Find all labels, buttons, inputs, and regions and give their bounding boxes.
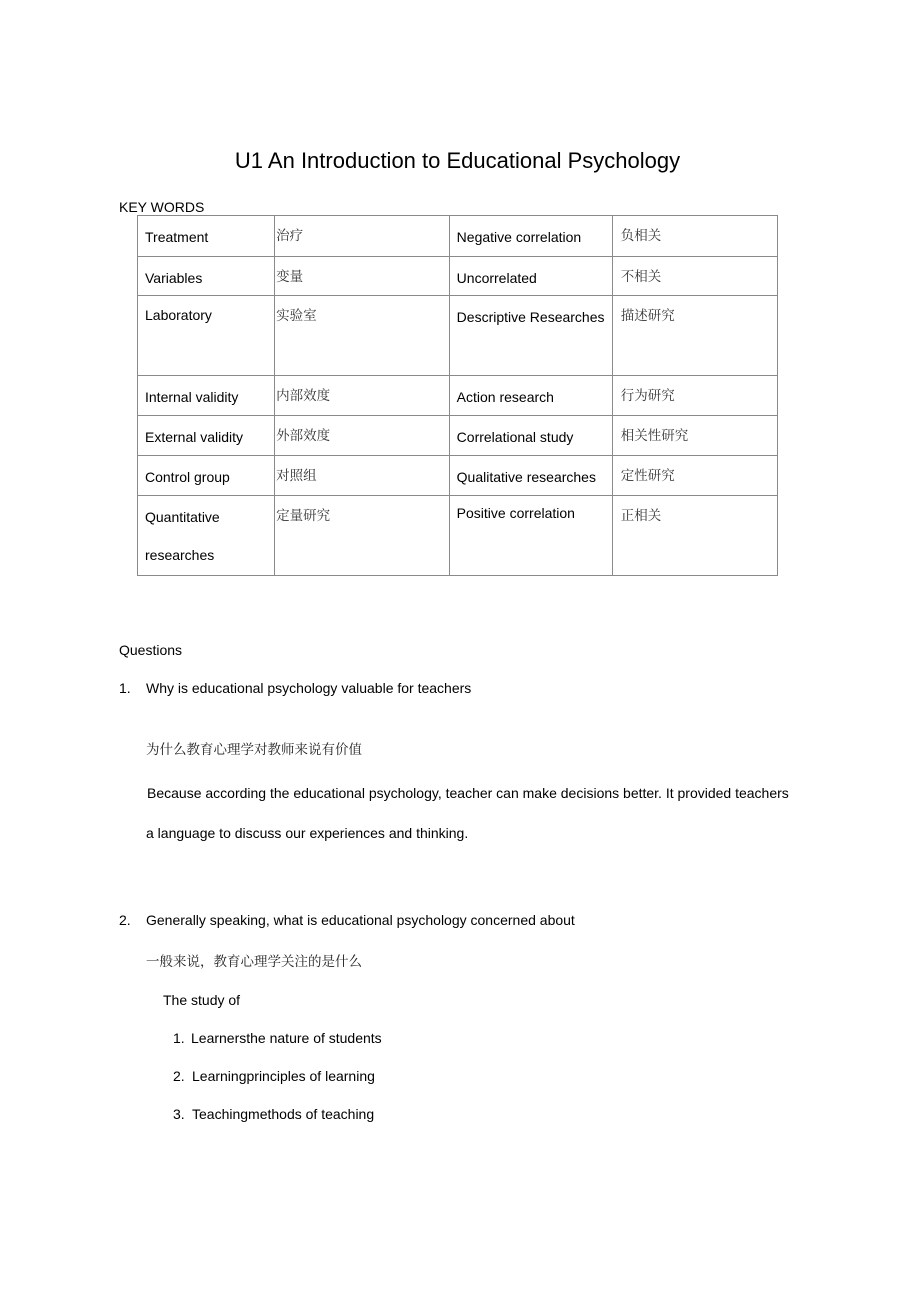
term-en: Variables (138, 257, 275, 296)
term-zh: 实验室 (275, 296, 450, 376)
table-row (138, 416, 778, 456)
answer-text: Because according the educational psychology, teacher can make decisions better. It provided teachers (147, 785, 789, 801)
term-en: External validity (138, 416, 275, 456)
keywords-table (137, 215, 778, 576)
term-en: Laboratory (138, 296, 275, 376)
list-item-number: 1. (173, 1030, 185, 1046)
term-en: Treatment (138, 216, 275, 257)
term-en: Descriptive Researches (449, 296, 612, 376)
term-en: Positive correlation (449, 496, 612, 576)
term-zh: 不相关 (612, 257, 777, 296)
term-zh: 行为研究 (612, 376, 777, 416)
question-number: 1. (119, 680, 131, 696)
list-item-number: 3. (173, 1106, 185, 1122)
document-title: U1 An Introduction to Educational Psychology (234, 148, 681, 173)
term-zh: 治疗 (275, 216, 450, 257)
list-item: Learnersthe nature of students (191, 1030, 382, 1046)
list-item-number: 2. (173, 1068, 185, 1084)
term-zh: 正相关 (612, 496, 777, 576)
table-row (138, 257, 778, 296)
table-row (138, 376, 778, 416)
term-zh: 变量 (275, 257, 450, 296)
keywords-heading: KEY WORDS (119, 199, 205, 215)
list-item: Teachingmethods of teaching (192, 1106, 375, 1122)
term-en: Control group (138, 456, 275, 496)
term-zh: 外部效度 (275, 416, 450, 456)
term-en: Internal validity (138, 376, 275, 416)
table-row (138, 496, 778, 576)
question-text: Generally speaking, what is educational psychology concerned about (146, 912, 575, 928)
term-en: Uncorrelated (449, 257, 612, 296)
term-en: Quantitative researches (138, 496, 275, 576)
term-en: Negative correlation (449, 216, 612, 257)
term-en: Correlational study (449, 416, 612, 456)
question-text-zh: 为什么教育心理学对教师来说有价值 (146, 742, 362, 758)
question-text-zh: 一般来说，教育心理学关注的是什么 (146, 954, 362, 970)
answer-intro: The study of (163, 992, 241, 1008)
term-zh: 对照组 (275, 456, 450, 496)
question-text: Why is educational psychology valuable for teachers (146, 680, 472, 696)
term-zh: 定量研究 (275, 496, 450, 576)
list-item: Learningprinciples of learning (192, 1068, 375, 1084)
table-row (138, 216, 778, 257)
table-row (138, 296, 778, 376)
term-zh: 负相关 (612, 216, 777, 257)
term-zh: 内部效度 (275, 376, 450, 416)
table-row (138, 456, 778, 496)
term-en: Action research (449, 376, 612, 416)
term-zh: 描述研究 (612, 296, 777, 376)
answer-text: a language to discuss our experiences and thinking. (146, 825, 469, 841)
term-zh: 定性研究 (612, 456, 777, 496)
term-zh: 相关性研究 (612, 416, 777, 456)
question-number: 2. (119, 912, 131, 928)
term-en: Qualitative researches (449, 456, 612, 496)
questions-heading: Questions (119, 642, 183, 658)
